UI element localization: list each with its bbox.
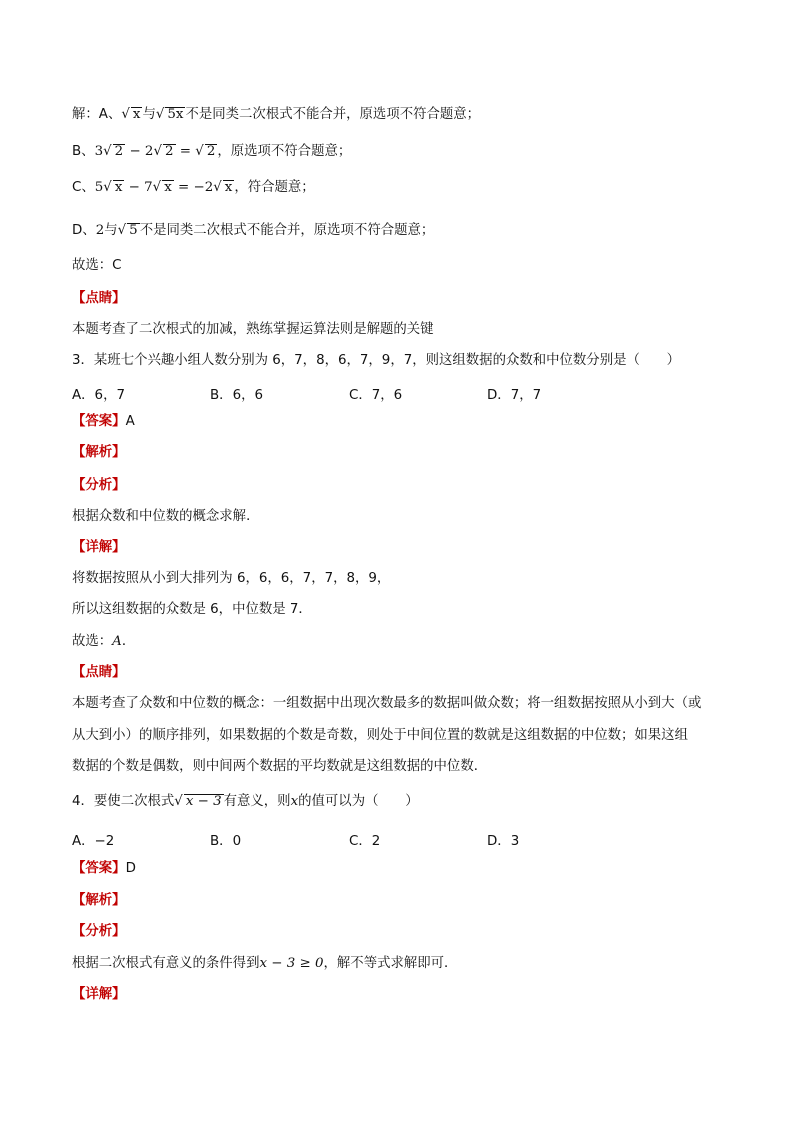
text: 根据二次根式有意义的条件得到: [72, 956, 260, 971]
radicand: x − 3: [185, 794, 222, 809]
q4-option-c: C．2: [349, 834, 381, 849]
text: 的值可以为（ ）: [298, 794, 419, 809]
text: ，解不等式求解即可．: [323, 956, 458, 971]
q4-option-a: A．−2: [72, 834, 115, 849]
q3-dianjing: 【点睛】: [72, 665, 126, 680]
label-b: B、: [72, 144, 95, 159]
text: 故选：: [72, 634, 113, 649]
answer-value: A: [112, 634, 122, 649]
radicand: x: [114, 180, 123, 195]
radicand: 2: [114, 144, 124, 159]
q3-fenxi: 【分析】: [72, 478, 126, 493]
solution-line-b: [72, 143, 351, 161]
op: − 2: [125, 144, 154, 159]
answer-choice-line: 故选：C: [72, 258, 122, 273]
text-yu: 与: [142, 107, 156, 122]
q3-option-d: D．7，7: [487, 388, 542, 403]
number: 2: [95, 223, 105, 238]
answer-label: 【答案】: [72, 861, 126, 876]
answer-value: A: [125, 414, 135, 429]
radicand: x: [224, 180, 233, 195]
answer-value: D: [125, 861, 136, 876]
text-rest: ，符合题意；: [234, 180, 315, 195]
text-rest: 不是同类二次根式不能合并，原选项不符合题意；: [185, 107, 481, 122]
text-rest: ，原选项不符合题意；: [217, 144, 352, 159]
radicand: 2: [206, 144, 216, 159]
q3-option-b: B．6，6: [210, 388, 264, 403]
question-4: [72, 793, 419, 811]
q4-option-b: B．0: [210, 834, 242, 849]
q3-detail-1: 将数据按照从小到大排列为 6，6，6，7，7，8，9，: [72, 571, 391, 586]
radicand: 5: [129, 223, 138, 238]
solution-line-a: [72, 106, 480, 124]
expr-c: 5√ x − 7√ x = −2√ x: [94, 180, 233, 195]
op: =: [175, 144, 196, 159]
section-dianjing: 【点睛】: [72, 291, 126, 306]
text: ．: [121, 634, 136, 649]
coef: 5: [94, 180, 104, 195]
radicand: 5x: [167, 107, 184, 122]
variable: x: [290, 794, 299, 809]
q3-note-1: 本题考查了众数和中位数的概念：一组数据中出现次数最多的数据叫做众数；将一组数据按照从小到大（或: [72, 696, 702, 711]
sqrt-x-minus-3: √ x − 3: [174, 794, 222, 809]
q3-fenxi-text: 根据众数和中位数的概念求解．: [72, 509, 260, 524]
q3-option-a: A．6，7: [72, 388, 125, 403]
op: = −2: [173, 180, 214, 195]
text-rest: 不是同类二次根式不能合并，原选项不符合题意；: [139, 223, 435, 238]
expr-b: 3√ 2 − 2√ 2 = √ 2: [94, 144, 216, 159]
label-d: D、: [72, 223, 96, 238]
q4-xiangjie: 【详解】: [72, 987, 126, 1002]
q3-jiexi: 【解析】: [72, 445, 126, 460]
q3-detail-2: 所以这组数据的众数是 6，中位数是 7．: [72, 602, 312, 617]
sqrt-x: √ x: [121, 107, 141, 122]
op: − 7: [124, 180, 153, 195]
radicand: 2: [165, 144, 174, 159]
label-c: C、: [72, 180, 95, 195]
answer-label: 【答案】: [72, 414, 126, 429]
q3-xiangjie: 【详解】: [72, 540, 126, 555]
radicand: x: [164, 180, 172, 195]
inequality: x − 3 ≥ 0: [259, 956, 324, 971]
q3-option-c: C．7，6: [349, 388, 403, 403]
q4-answer: [72, 860, 136, 878]
q4-jiexi: 【解析】: [72, 893, 126, 908]
q4-fenxi-text: [72, 955, 457, 973]
sqrt-5x: √ 5x: [155, 107, 184, 122]
solution-line-d: [72, 222, 434, 240]
question-3: 3．某班七个兴趣小组人数分别为 6，7，8，6，7，9，7，则这组数据的众数和中位数分别是（ ）: [72, 353, 681, 368]
q3-detail-3: [72, 633, 135, 651]
solution-line-c: [72, 179, 315, 197]
coef: 3: [94, 144, 104, 159]
text: 4．要使二次根式: [72, 794, 175, 809]
q3-note-2: 从大到小）的顺序排列，如果数据的个数是奇数，则处于中间位置的数就是这组数据的中位数；如果这组: [72, 728, 688, 743]
label-a: 解：A、: [72, 107, 122, 122]
sqrt-5: √ 5: [117, 223, 138, 238]
note-text: 本题考查了二次根式的加减，熟练掌握运算法则是解题的关键: [72, 322, 434, 337]
q3-answer: [72, 413, 135, 431]
text-yu: 与: [104, 223, 118, 238]
q4-fenxi: 【分析】: [72, 924, 126, 939]
text: 有意义，则: [223, 794, 291, 809]
q4-option-d: D．3: [487, 834, 520, 849]
q3-note-3: 数据的个数是偶数，则中间两个数据的平均数就是这组数据的中位数．: [72, 759, 488, 774]
radicand: x: [132, 107, 141, 122]
